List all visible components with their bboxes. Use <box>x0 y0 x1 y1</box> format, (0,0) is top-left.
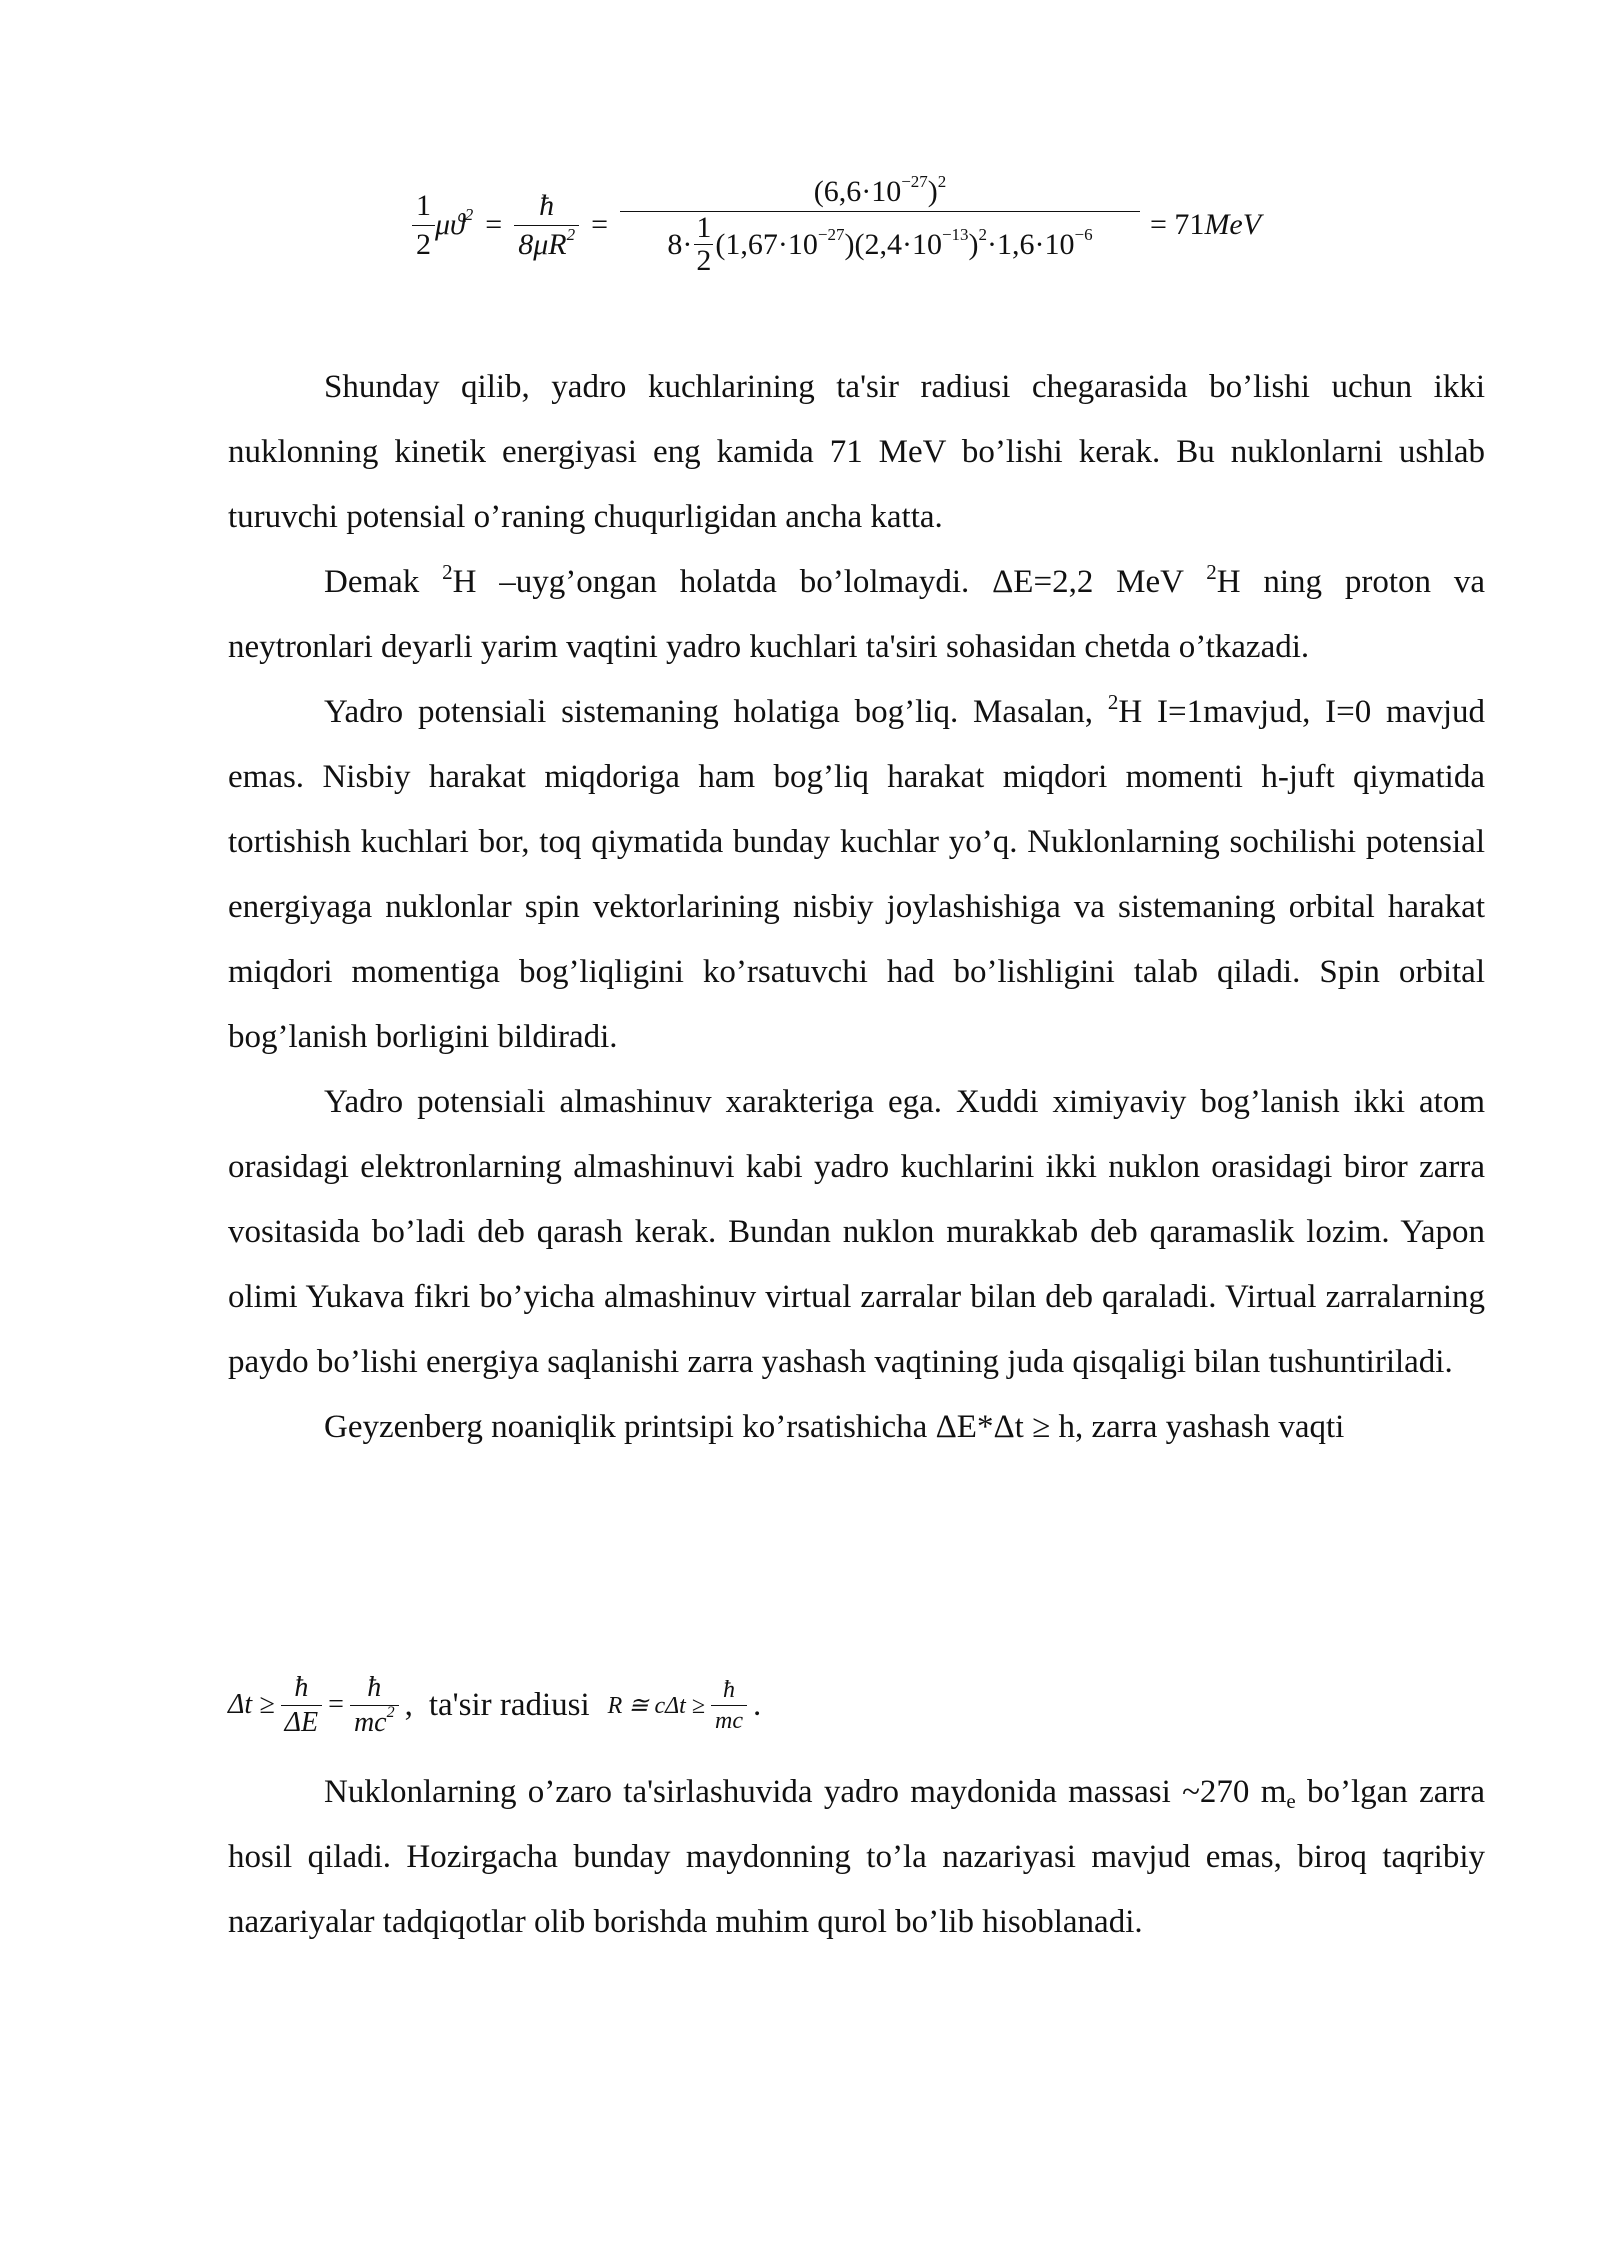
hbar-over-mc: $\frac{ħ}{mc}$ <box>711 1675 747 1736</box>
energy-formula <box>412 150 1261 300</box>
text-block-2 <box>228 1760 1485 1955</box>
radius-label: ta'sir radiusi <box>428 1686 590 1723</box>
uncertainty-formula: Δt ≥ $\frac{ħ}{\Delta E}$ = $\frac{ħ}{mc^2}$ , ta'sir radiusi R ≅ cΔt ≥ $\frac{ħ}{mc}$ . <box>228 1671 762 1738</box>
numeric-fraction: $(6,6\cdot 10^{-27})^2$ 8· $\frac{1}{2}$ $(1,67\cdot 10^{-27})(2,4\cdot 10^{-13})^2\cdot 1,6\cdot 10^{-6}$ <box>620 173 1140 277</box>
result: = 71MeV <box>1150 208 1262 241</box>
equals-sign: = <box>485 208 503 241</box>
hbar-over-8muR2: $\frac{ħ}{8\mu R^2}$ <box>514 187 579 264</box>
paragraph-4: Yadro potensiali almashinuv xarakteriga ega. Xuddi ximiyaviy bog’lanish ikki atom orasidagi elektronlarning almashinuvi kabi yadro kuchlarini ikki nuklon orasidagi biror zarra vositasida bo’ladi deb qarash kerak. Bundan nuklon murakkab deb qaramaslik lozim. Yapon olimi Yukava fikri bo’yicha almashinuv virtual zarralar bilan deb qaraladi. Virtual zarralarning paydo bo’lishi energiya saqlanishi zarra yashash vaqtining juda qisqaligi bilan tushuntiriladi. <box>228 1084 1485 1380</box>
kinetic-term: $\mu ϑ^2$ <box>435 205 474 241</box>
radius-expression: R ≅ cΔt ≥ <box>607 1692 706 1719</box>
hbar-over-mc2: $\frac{ħ}{mc^2}$ <box>350 1671 399 1740</box>
half-fraction: $\frac{1}{2}$ <box>412 187 435 264</box>
paragraph-1: Shunday qilib, yadro kuchlarining ta'sir radiusi chegarasida bo’lishi uchun ikki nuklonning kinetik energiyasi eng kamida 71 MeV bo’lishi kerak. Bu nuklonlarni ushlab turuvchi potensial o’raning chuqurligidan ancha katta. <box>228 369 1485 535</box>
paragraph-6: Nuklonlarning o’zaro ta'sirlashuvida yadro maydonida massasi ~270 $m_e$ bo’lgan zarra hosil qiladi. Hozirgacha bunday maydonning to’la nazariyasi mavjud emas, biroq taqribiy nazariyalar tadqiqotlar olib borishda muhim qurol bo’lib hisoblanadi. <box>228 1774 1485 1940</box>
paragraph-3: Yadro potensiali sistemaning holatiga bog’liq. Masalan, $^2$H I=1mavjud, I=0 mavjud emas. Nisbiy harakat miqdoriga ham bog’liq harakat miqdori momenti h-juft qiymatida tortishish kuchlari bor, toq qiymatida bunday kuchlar yo’q. Nuklonlarning sochilishi potensial energiyaga nuklonlar spin vektorlarining nisbiy joylashishiga va sistemaning orbital harakat miqdori momentiga bog’liqligini ko’rsatuvchi had bo’lishligini talab qiladi. Spin orbital bog’lanish borligini bildiradi. <box>228 690 1486 1055</box>
paragraph-5: Geyzenberg noaniqlik printsipi ko’rsatishicha ΔE*Δt ≥ h, zarra yashash vaqti <box>324 1409 1345 1445</box>
hbar-over-deltaE: $\frac{ħ}{\Delta E}$ <box>281 1671 323 1740</box>
inner-half-fraction: $\frac{1}{2}$ <box>696 211 712 277</box>
equals-sign: = <box>591 208 609 241</box>
text-block-1 <box>228 355 1485 1460</box>
paragraph-2: Demak $^2$H –uyg’ongan holatda bo’lolmaydi. ΔE=2,2 MeV $^2$H ning proton va neytronlari deyarli yarim vaqtini yadro kuchlari ta'siri sohasidan chetda o’tkazadi. <box>228 560 1486 665</box>
